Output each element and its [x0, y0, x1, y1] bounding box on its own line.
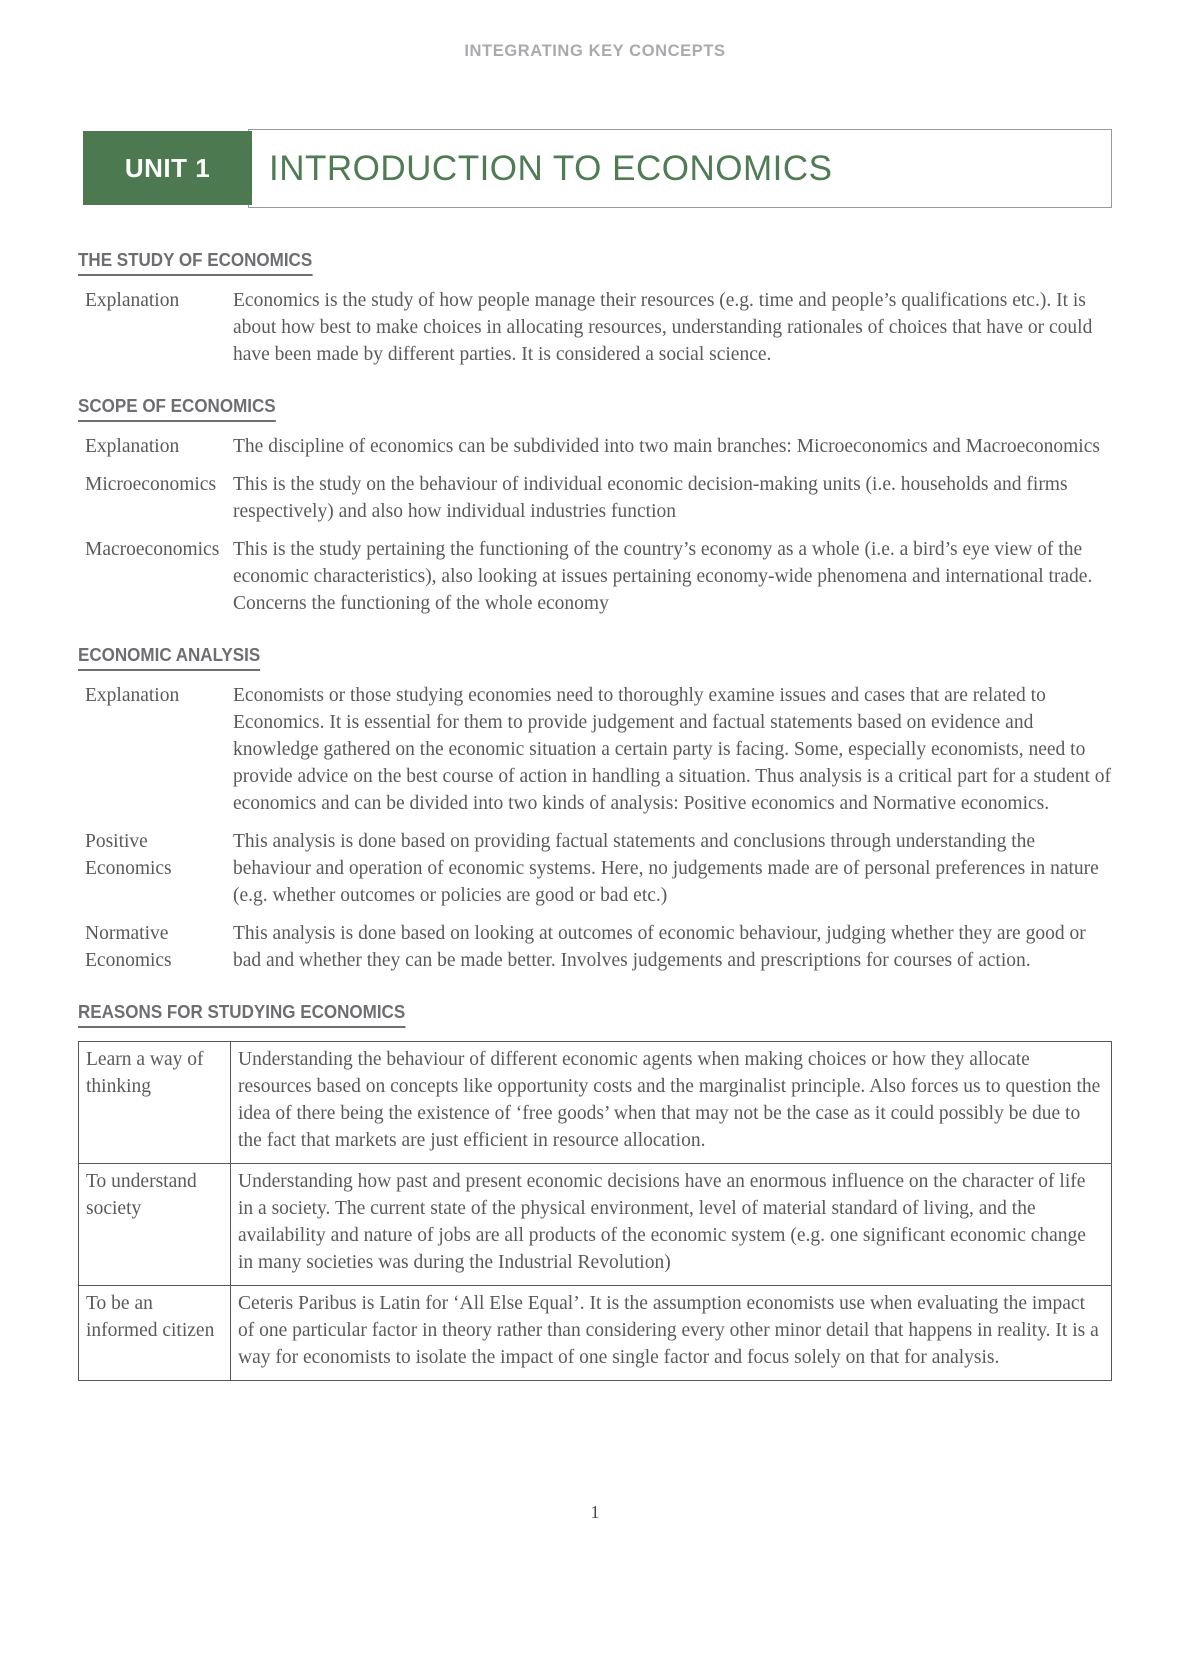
term-label: Normative Economics — [85, 923, 172, 971]
definition-text: This analysis is done based on providing factual statements and conclusions through understanding the behaviour and operation of economic systems. Here, no judgements made are of personal preferences in nature (e.g. whether outcomes or policies are good or bad etc.) — [233, 831, 1099, 906]
term-label: Explanation — [85, 436, 180, 457]
definition-row — [78, 682, 1112, 817]
table-definition-cell: Understanding how past and present economic decisions have an enormous influence on the character of life in a society. The current state of the physical environment, level of material standard of living, and the availability and nature of jobs are all products of the economic system (e.g. one significant economic change in many societies was during the Industrial Revolution) — [238, 1171, 1086, 1273]
definition-row — [78, 471, 1112, 525]
term-label: Explanation — [85, 685, 180, 706]
unit-banner — [78, 129, 1112, 208]
section-heading: ECONOMIC ANALYSIS — [78, 644, 260, 671]
table-definition-cell: Ceteris Paribus is Latin for ‘All Else Equal’. It is the assumption economists use when evaluating the impact of one particular factor in theory rather than considering every other minor detail that happens in reality. It is a way for economists to isolate the impact of one single factor and focus solely on that for analysis. — [238, 1293, 1099, 1368]
definition-row — [78, 287, 1112, 368]
definition-text: This is the study pertaining the functioning of the country’s economy as a whole (i.e. a bird’s eye view of the economic characteristics), also looking at issues pertaining economy-wide phenomena and international trade. Concerns the functioning of the whole economy — [233, 539, 1093, 614]
section-rows — [78, 287, 1112, 368]
page-number: 1 — [590, 1502, 600, 1522]
section — [78, 395, 1112, 617]
definition-row — [78, 536, 1112, 617]
term-label: Macroeconomics — [85, 539, 220, 560]
term-label: Positive Economics — [85, 831, 172, 879]
definition-text: Economics is the study of how people manage their resources (e.g. time and people’s qualifications etc.). It is about how best to make choices in allocating resources, understanding rationales of choices that have or could have been made by different parties. It is considered a social science. — [233, 290, 1093, 365]
reasons-table — [78, 1041, 1112, 1381]
table-term-cell: To be an informed citizen — [79, 1286, 231, 1380]
table-row — [79, 1163, 1111, 1285]
term-label: Microeconomics — [85, 474, 217, 495]
definition-row — [78, 433, 1112, 460]
section-heading: THE STUDY OF ECONOMICS — [78, 249, 312, 276]
table-term-cell: To understand society — [79, 1164, 231, 1285]
definition-row — [78, 828, 1112, 909]
unit-title-box: INTRODUCTION TO ECONOMICS — [248, 129, 1112, 208]
table-definition-cell: Understanding the behaviour of different economic agents when making choices or how they allocate resources based on concepts like opportunity costs and the marginalist principle. Also forces us to question the idea of there being the existence of ‘free goods’ when that may not be the case as it could possibly be due to the fact that markets are just efficient in resource allocation. — [238, 1049, 1101, 1151]
table-row — [79, 1042, 1111, 1163]
unit-number-box: UNIT 1 — [83, 131, 252, 205]
definition-text: The discipline of economics can be subdivided into two main branches: Microeconomics and Macroeconomics — [233, 436, 1100, 457]
table-row — [79, 1285, 1111, 1380]
definition-sections — [78, 249, 1112, 974]
table-term-cell: Learn a way of thinking — [79, 1042, 231, 1163]
section — [78, 249, 1112, 368]
section-heading: REASONS FOR STUDYING ECONOMICS — [78, 1001, 405, 1028]
definition-text: This analysis is done based on looking at outcomes of economic behaviour, judging whether they are good or bad and whether they can be made better. Involves judgements and prescriptions for courses of action. — [233, 923, 1086, 971]
document-header-title: INTEGRATING KEY CONCEPTS — [464, 42, 726, 60]
definition-text: This is the study on the behaviour of individual economic decision-making units (i.e. households and firms respectively) and also how individual industries function — [233, 474, 1068, 522]
section-heading: SCOPE OF ECONOMICS — [78, 395, 276, 422]
section-rows — [78, 433, 1112, 617]
term-label: Explanation — [85, 290, 180, 311]
section — [78, 644, 1112, 974]
definition-row — [78, 920, 1112, 974]
section-rows — [78, 682, 1112, 974]
definition-text: Economists or those studying economies need to thoroughly examine issues and cases that are related to Economics. It is essential for them to provide judgement and factual statements based on evidence and knowledge gathered on the economic situation a certain party is facing. Some, especially economists, need to provide advice on the best course of action in handling a situation. Thus analysis is a critical part for a student of economics and can be divided into two kinds of analysis: Positive economics and Normative economics. — [233, 685, 1111, 814]
section-reasons-for-studying-economics — [78, 1001, 1112, 1381]
